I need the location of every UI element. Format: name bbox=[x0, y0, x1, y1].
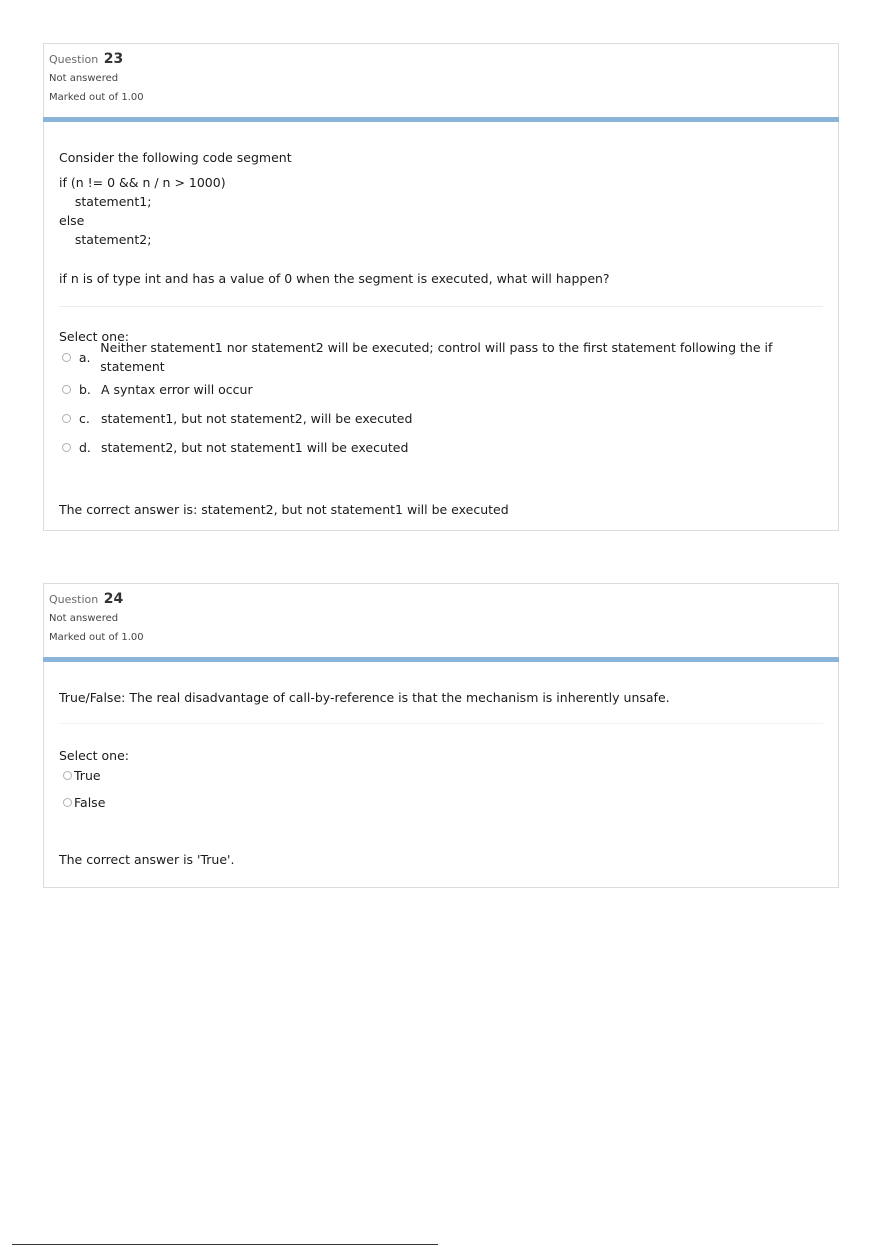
question-content bbox=[44, 122, 838, 519]
question-card-23 bbox=[43, 43, 839, 531]
question-content bbox=[44, 662, 838, 869]
answer-option-b[interactable] bbox=[59, 375, 823, 404]
option-letter: a. bbox=[78, 349, 91, 365]
radio-button[interactable] bbox=[62, 414, 71, 423]
question-label: Question bbox=[49, 53, 99, 66]
option-text: False bbox=[74, 794, 106, 810]
question-card-24 bbox=[43, 583, 839, 888]
option-text: True bbox=[74, 767, 101, 783]
question-number bbox=[49, 591, 833, 607]
question-state: Not answered bbox=[49, 613, 119, 624]
code-line: else bbox=[59, 213, 85, 228]
option-text: statement2, but not statement1 will be executed bbox=[101, 440, 409, 455]
radio-button[interactable] bbox=[62, 443, 71, 452]
code-line: if (n != 0 && n / n > 1000) bbox=[59, 175, 226, 190]
question-number-value: 24 bbox=[103, 591, 124, 607]
answer-option-d[interactable] bbox=[59, 433, 823, 462]
question-info bbox=[44, 44, 838, 117]
answer-option-a[interactable] bbox=[59, 340, 823, 374]
footer-rule bbox=[12, 1244, 438, 1245]
radio-button[interactable] bbox=[62, 385, 71, 394]
option-text: Neither statement1 nor statement2 will be executed; control will pass to the first statement following the if statement bbox=[100, 340, 773, 374]
question-intro: Consider the following code segment bbox=[59, 150, 292, 165]
code-line: statement2; bbox=[59, 232, 152, 247]
separator bbox=[59, 306, 823, 307]
option-letter: c. bbox=[79, 411, 90, 426]
code-line: statement1; bbox=[59, 194, 152, 209]
option-letter: d. bbox=[79, 440, 91, 455]
select-one-label: Select one: bbox=[59, 329, 130, 344]
option-text: statement1, but not statement2, will be executed bbox=[101, 411, 413, 426]
answer-option-c[interactable] bbox=[59, 404, 823, 433]
correct-answer-feedback: The correct answer is 'True'. bbox=[59, 852, 235, 867]
radio-button[interactable] bbox=[62, 353, 71, 362]
question-prompt: if n is of type int and has a value of 0 when the segment is executed, what will happen? bbox=[59, 271, 610, 286]
question-state: Not answered bbox=[49, 73, 119, 84]
option-letter: b. bbox=[79, 382, 91, 397]
answer-option-true[interactable] bbox=[59, 765, 823, 785]
separator bbox=[59, 723, 823, 724]
option-text: A syntax error will occur bbox=[101, 382, 253, 397]
select-one-label: Select one: bbox=[59, 748, 130, 763]
question-prompt: True/False: The real disadvantage of call-by-reference is that the mechanism is inherently unsafe. bbox=[59, 690, 670, 705]
radio-button[interactable] bbox=[63, 798, 72, 807]
question-label: Question bbox=[49, 593, 99, 606]
question-grade: Marked out of 1.00 bbox=[49, 632, 144, 643]
correct-answer-feedback: The correct answer is: statement2, but not statement1 will be executed bbox=[59, 502, 509, 517]
question-number bbox=[49, 51, 833, 67]
question-grade: Marked out of 1.00 bbox=[49, 92, 144, 103]
question-info bbox=[44, 584, 838, 657]
question-number-value: 23 bbox=[103, 51, 124, 67]
radio-button[interactable] bbox=[63, 771, 72, 780]
answer-option-false[interactable] bbox=[59, 792, 823, 812]
